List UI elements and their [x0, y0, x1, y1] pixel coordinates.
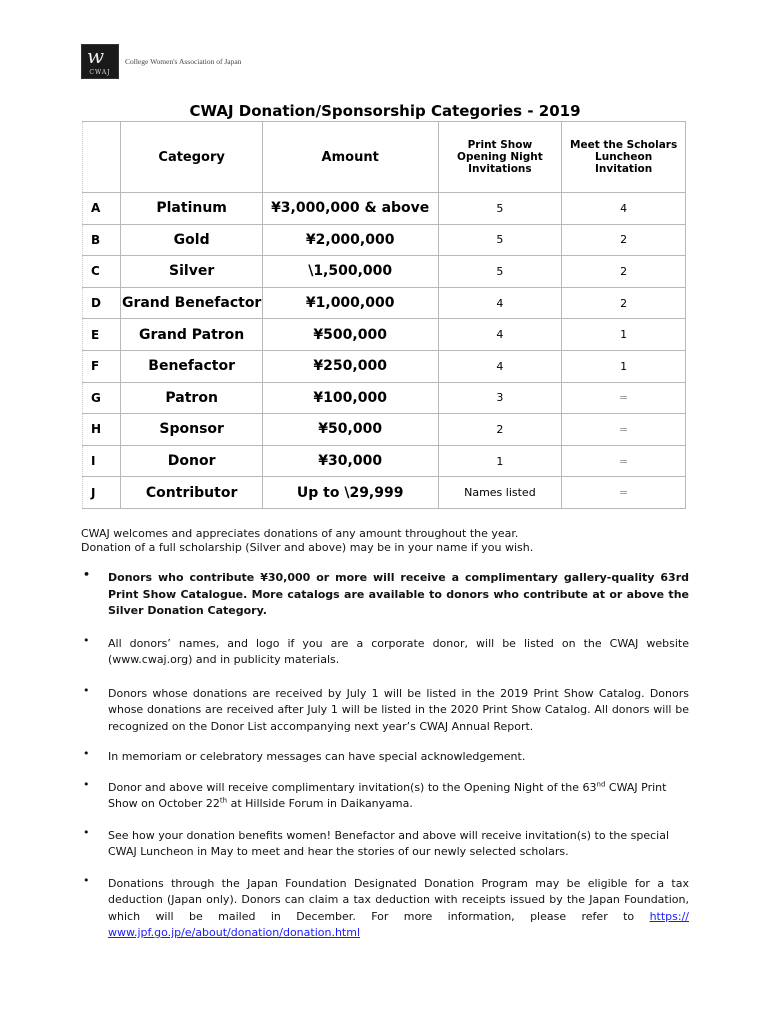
row-scholars-luncheon-invitation: 2	[562, 224, 686, 256]
row-letter: H	[83, 414, 121, 446]
bullet-icon: •	[83, 568, 91, 581]
header-scholars-line: Luncheon	[595, 151, 653, 163]
row-category: Patron	[121, 382, 262, 414]
row-scholars-luncheon-invitation: =	[562, 477, 686, 509]
row-letter: A	[83, 193, 121, 225]
row-print-show-invitations: 4	[438, 287, 562, 319]
header-amount: Amount	[262, 122, 438, 193]
list-item	[81, 825, 689, 861]
org-name: College Women's Association of Japan	[125, 57, 242, 66]
row-amount: ¥1,000,000	[262, 287, 438, 319]
row-category: Grand Benefactor	[121, 287, 262, 319]
row-amount: ¥2,000,000	[262, 224, 438, 256]
list-item-text-part: at Hillside Forum in Daikanyama.	[227, 797, 413, 810]
bullet-icon: •	[83, 633, 90, 647]
row-amount: ¥3,000,000 & above	[262, 193, 438, 225]
row-category: Platinum	[121, 193, 262, 225]
list-item	[81, 777, 689, 813]
row-amount: ¥50,000	[262, 414, 438, 446]
row-print-show-invitations: 5	[438, 256, 562, 288]
row-print-show-invitations: 5	[438, 224, 562, 256]
table-row	[83, 382, 686, 414]
row-category: Silver	[121, 256, 262, 288]
row-amount: \1,500,000	[262, 256, 438, 288]
row-scholars-luncheon-invitation: 1	[562, 350, 686, 382]
donation-categories-table	[82, 121, 686, 509]
row-scholars-luncheon-invitation: =	[562, 382, 686, 414]
table-row	[83, 224, 686, 256]
row-category: Gold	[121, 224, 262, 256]
row-letter: G	[83, 382, 121, 414]
row-print-show-invitations: Names listed	[438, 477, 562, 509]
row-scholars-luncheon-invitation: 1	[562, 319, 686, 351]
bullet-icon: •	[83, 777, 90, 791]
row-print-show-invitations: 1	[438, 445, 562, 477]
row-scholars-luncheon-invitation: =	[562, 414, 686, 446]
header-print-show-line: Print Show	[467, 139, 533, 151]
list-item-text: In memoriam or celebratory messages can have special acknowledgement.	[108, 750, 526, 763]
list-item-text-part: CWAJ Print Show on October 22	[108, 780, 667, 810]
row-scholars-luncheon-invitation: =	[562, 445, 686, 477]
list-item-text: Donors who contribute ¥30,000 or more will receive a complimentary gallery-quality 63rd Print Show Catalogue. More catalogs are available to donors who contribute at or above the Silver Donation Category.	[108, 571, 689, 617]
row-amount: Up to \29,999	[262, 477, 438, 509]
cwaj-logo	[81, 44, 241, 79]
row-category: Donor	[121, 445, 262, 477]
bullet-icon: •	[83, 747, 90, 760]
table-row	[83, 319, 686, 351]
japan-foundation-link[interactable]: https:// www.jpf.go.jp/e/about/donation/donation.html	[108, 909, 689, 939]
intro-line-1: CWAJ welcomes and appreciates donations of any amount throughout the year.	[81, 527, 519, 540]
table-header-row	[83, 122, 686, 193]
table-row	[83, 287, 686, 319]
row-category: Grand Patron	[121, 319, 262, 351]
header-scholars-line: Meet the Scholars	[570, 139, 678, 151]
header-print-show-line: Invitations	[468, 163, 532, 175]
list-item	[81, 683, 689, 736]
header-print-show-line: Opening Night	[457, 151, 543, 163]
table-row	[83, 350, 686, 382]
table-row	[83, 445, 686, 477]
cwaj-logo-mark	[81, 44, 119, 79]
header-print-show	[438, 122, 562, 193]
list-item	[81, 633, 689, 669]
list-item-text: Donors whose donations are received by July 1 will be listed in the 2019 Print Show Catalog. Donors whose donations are received after July 1 will be listed in the 2020 Print Show Catalog. All donors will be recognized on the Donor List accompanying next year’s CWAJ Annual Report.	[108, 686, 689, 733]
intro-text	[81, 527, 533, 554]
superscript: nd	[596, 779, 606, 788]
header-scholars-luncheon	[562, 122, 686, 193]
header-letter	[83, 122, 121, 193]
table-row	[83, 193, 686, 225]
table-row	[83, 477, 686, 509]
row-letter: D	[83, 287, 121, 319]
logo-glyph: w	[87, 44, 105, 68]
list-item-text: Donations through the Japan Foundation Designated Donation Program may be eligible for a tax deduction (Japan only). Donors can claim a tax deduction with receipts issued by the Japan Foundation, which will be mailed in December. For more information, please refer to	[108, 876, 689, 923]
row-category: Benefactor	[121, 350, 262, 382]
list-item	[81, 570, 689, 620]
row-scholars-luncheon-invitation: 4	[562, 193, 686, 225]
row-letter: E	[83, 319, 121, 351]
logo-label: CWAJ	[89, 69, 111, 76]
row-category: Sponsor	[121, 414, 262, 446]
row-print-show-invitations: 5	[438, 193, 562, 225]
intro-line-2: Donation of a full scholarship (Silver and above) may be in your name if you wish.	[81, 540, 534, 554]
list-item-text: All donors’ names, and logo if you are a corporate donor, will be listed on the CWAJ website (www.cwaj.org) and in publicity materials.	[108, 636, 689, 666]
page-title: CWAJ Donation/Sponsorship Categories - 2019	[189, 102, 581, 120]
header-scholars-line: Invitation	[595, 163, 653, 175]
row-scholars-luncheon-invitation: 2	[562, 287, 686, 319]
row-letter: I	[83, 445, 121, 477]
table-row	[83, 256, 686, 288]
list-item-text-part: Donor and above will receive complimentary invitation(s) to the Opening Night of the 63	[108, 780, 597, 794]
benefits-list	[81, 570, 689, 942]
row-amount: ¥100,000	[262, 382, 438, 414]
bullet-icon: •	[83, 873, 90, 887]
row-letter: F	[83, 350, 121, 382]
row-print-show-invitations: 4	[438, 350, 562, 382]
list-item	[81, 873, 689, 942]
row-amount: ¥30,000	[262, 445, 438, 477]
superscript: th	[219, 796, 228, 805]
row-letter: B	[83, 224, 121, 256]
row-letter: J	[83, 477, 121, 509]
row-category: Contributor	[121, 477, 262, 509]
row-print-show-invitations: 3	[438, 382, 562, 414]
bullet-icon: •	[83, 825, 90, 839]
row-print-show-invitations: 4	[438, 319, 562, 351]
list-item-text: See how your donation benefits women! Benefactor and above will receive invitation(s) to the special CWAJ Luncheon in May to meet and hear the stories of our newly selected scholars.	[108, 828, 670, 858]
row-print-show-invitations: 2	[438, 414, 562, 446]
row-amount: ¥500,000	[262, 319, 438, 351]
row-letter: C	[83, 256, 121, 288]
header-category: Category	[121, 122, 262, 193]
list-item	[81, 749, 689, 766]
row-amount: ¥250,000	[262, 350, 438, 382]
row-scholars-luncheon-invitation: 2	[562, 256, 686, 288]
bullet-icon: •	[83, 683, 90, 697]
table-body	[83, 193, 686, 509]
table-row	[83, 414, 686, 446]
